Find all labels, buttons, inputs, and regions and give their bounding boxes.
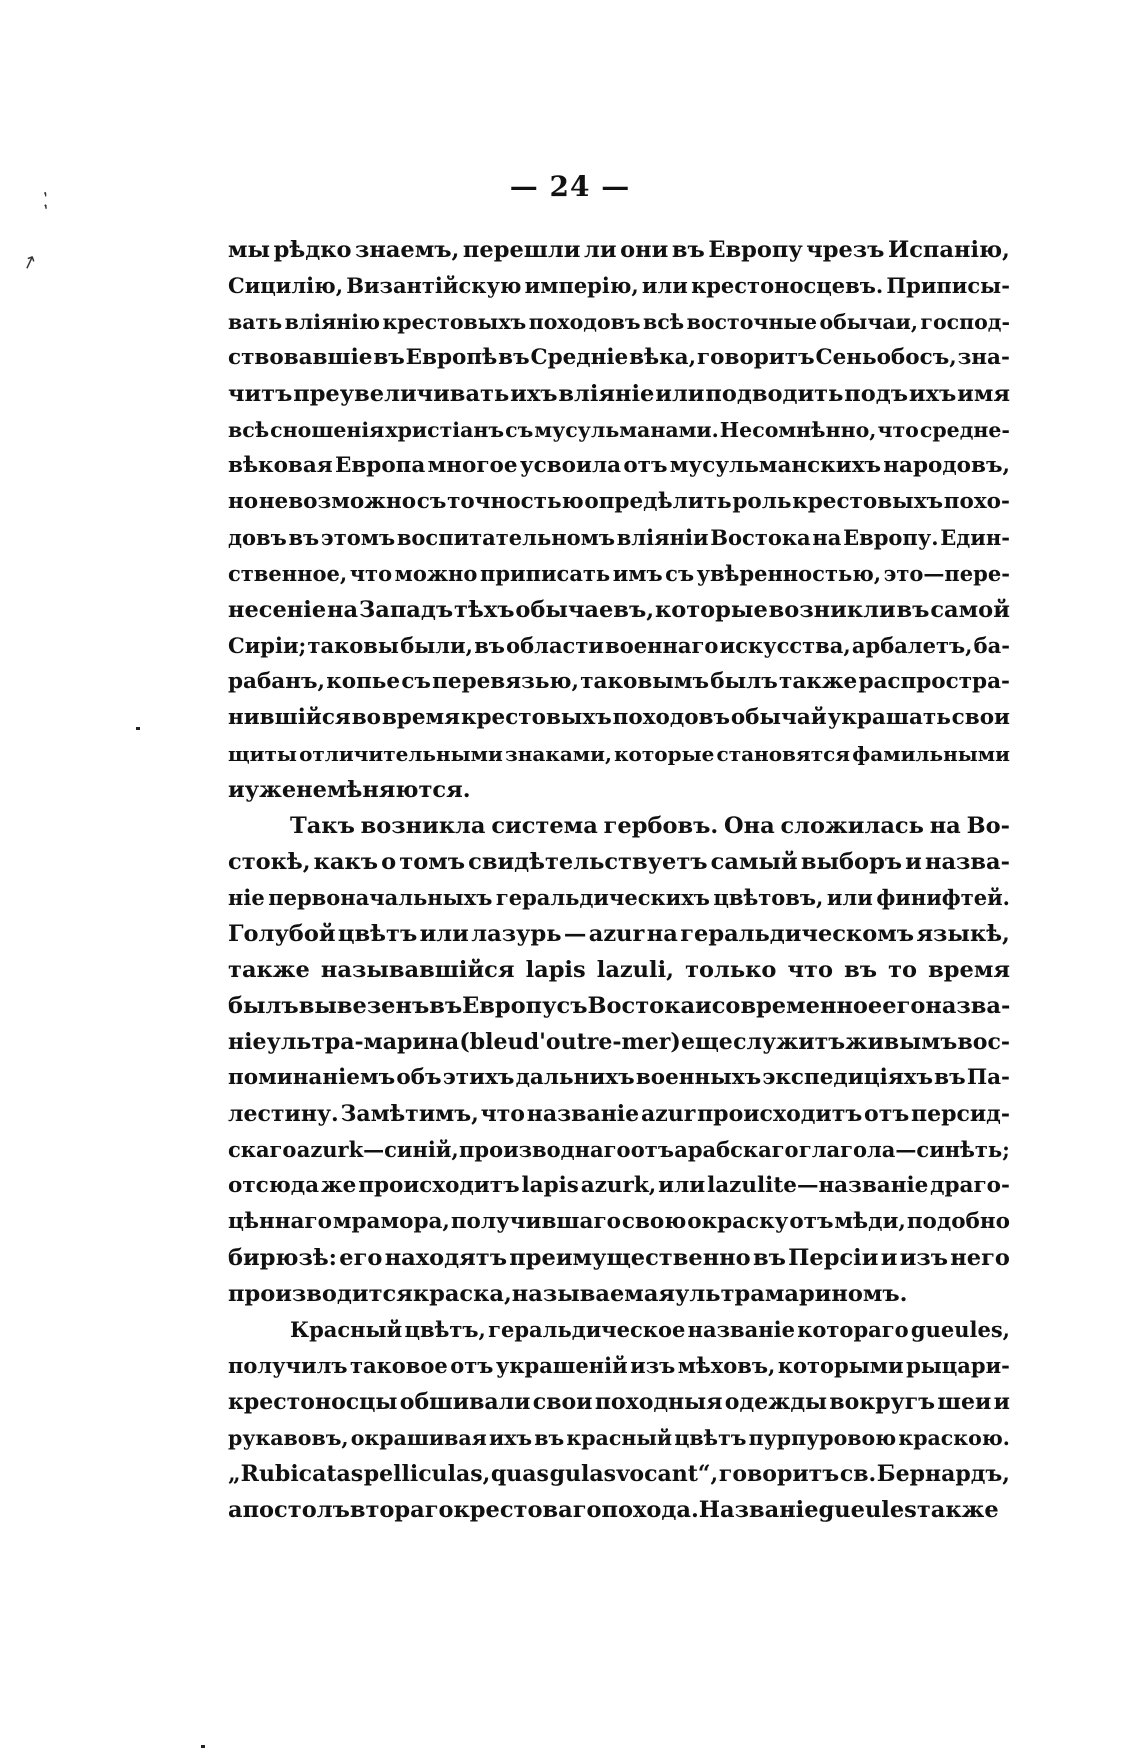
text-line: читъ преувеличивать ихъ вліяніе или подводить подъ ихъ имя: [228, 381, 1010, 407]
paragraph: [228, 808, 1010, 1312]
text-line: Такъ возникла система гербовъ. Она сложилась на Во-: [290, 813, 1010, 839]
text-line: цѣннаго мрамора, получившаго свою окраску отъ мѣди, подобно: [228, 1209, 1010, 1234]
text-line: былъ вывезенъ въ Европу съ Востока и современное его назва-: [228, 993, 1011, 1019]
page-number: — 24 —: [509, 170, 631, 203]
margin-mark: ↗: [18, 250, 41, 275]
text-line: получилъ таковое отъ украшеній изъ мѣховъ, которыми рыцари-: [228, 1353, 1010, 1378]
paragraph: [228, 1312, 1010, 1528]
text-line: Сицилію, Византійскую имперію, или крестоносцевъ. Приписы-: [228, 273, 1010, 298]
text-line: стокѣ, какъ о томъ свидѣтельствуетъ самый выборъ и назва-: [228, 849, 1010, 875]
text-line: Красный цвѣтъ, геральдическое названіе котораго gueules,: [290, 1317, 1010, 1342]
body-text: [228, 232, 1010, 1528]
text-line: скаго azurk—синій, производнаго отъ арабскаго глагола—синѣть;: [228, 1137, 1010, 1162]
text-line: Сиріи; таковы были, въ области военнаго искусства, арбалетъ, ба-: [228, 633, 1010, 658]
text-line: нившійся во время крестовыхъ походовъ обычай украшать свои: [228, 705, 1010, 730]
text-line: довъ въ этомъ воспитательномъ вліяніи Востока на Европу. Един-: [228, 525, 1010, 550]
text-line: Голубой цвѣтъ или лазурь — azur на геральдическомъ языкѣ,: [228, 921, 1010, 947]
text-line: производится краска, называемая ультрамариномъ.: [228, 1281, 908, 1307]
text-line: несеніе на Западъ тѣхъ обычаевъ, которые возникли въ самой: [228, 597, 1010, 623]
speck: [201, 1745, 205, 1748]
text-line: ственное, что можно приписать имъ съ увѣренностью, это—пере-: [228, 561, 1010, 586]
text-line: щиты отличительными знаками, которые становятся фамильными: [228, 742, 1010, 766]
text-line: ніе ультра-марина (bleu d'outre-mer) еще служитъ живымъ вос-: [228, 1029, 1010, 1055]
speck: [136, 727, 140, 730]
text-line: также называвшійся lapis lazuli, только что въ то время: [228, 957, 1010, 983]
text-line: рукавовъ, окрашивая ихъ въ красный цвѣтъ пурпуровою краскою.: [228, 1426, 1010, 1450]
text-line: „Rubicatas pelliculas, quas gulas vocant“, говоритъ св. Бернардъ,: [228, 1461, 1010, 1487]
text-line: крестоносцы обшивали свои походныя одежды вокругъ шеи и: [228, 1389, 1010, 1415]
text-line: ствовавшіе въ Европѣ въ Средніе вѣка, говоритъ Сеньобосъ, зна-: [228, 345, 1010, 370]
text-line: но невозможно съ точностью опредѣлить роль крестовыхъ похо-: [228, 489, 1010, 514]
paragraph: [228, 232, 1010, 808]
text-line: и уже не мѣняются.: [228, 777, 471, 803]
text-line: рабанъ, копье съ перевязью, таковымъ былъ также распростра-: [228, 669, 1010, 694]
margin-mark: ,’: [35, 188, 56, 213]
text-line: отсюда же происходитъ lapis azurk, или lazulite—названіе драго-: [228, 1173, 1010, 1198]
text-line: мы рѣдко знаемъ, перешли ли они въ Европу чрезъ Испанію,: [228, 237, 1010, 263]
text-line: поминаніемъ объ этихъ дальнихъ военныхъ экспедиціяхъ въ Па-: [228, 1065, 1010, 1090]
text-line: всѣ сношенія христіанъ съ мусульманами. Несомнѣнно, что средне-: [228, 418, 1010, 442]
text-line: вать вліянію крестовыхъ походовъ всѣ восточные обычаи, господ-: [228, 310, 1010, 334]
text-line: вѣковая Европа многое усвоила отъ мусульманскихъ народовъ,: [228, 453, 1010, 478]
text-line: ніе первоначальныхъ геральдическихъ цвѣтовъ, или финифтей.: [228, 885, 1010, 910]
text-line: бирюзѣ: его находятъ преимущественно въ Персіи и изъ него: [228, 1245, 1010, 1271]
text-line: апостолъ втораго крестоваго похода. Названіе gueules также: [228, 1497, 999, 1523]
text-line: лестину. Замѣтимъ, что названіе azur происходитъ отъ персид-: [228, 1101, 1010, 1127]
